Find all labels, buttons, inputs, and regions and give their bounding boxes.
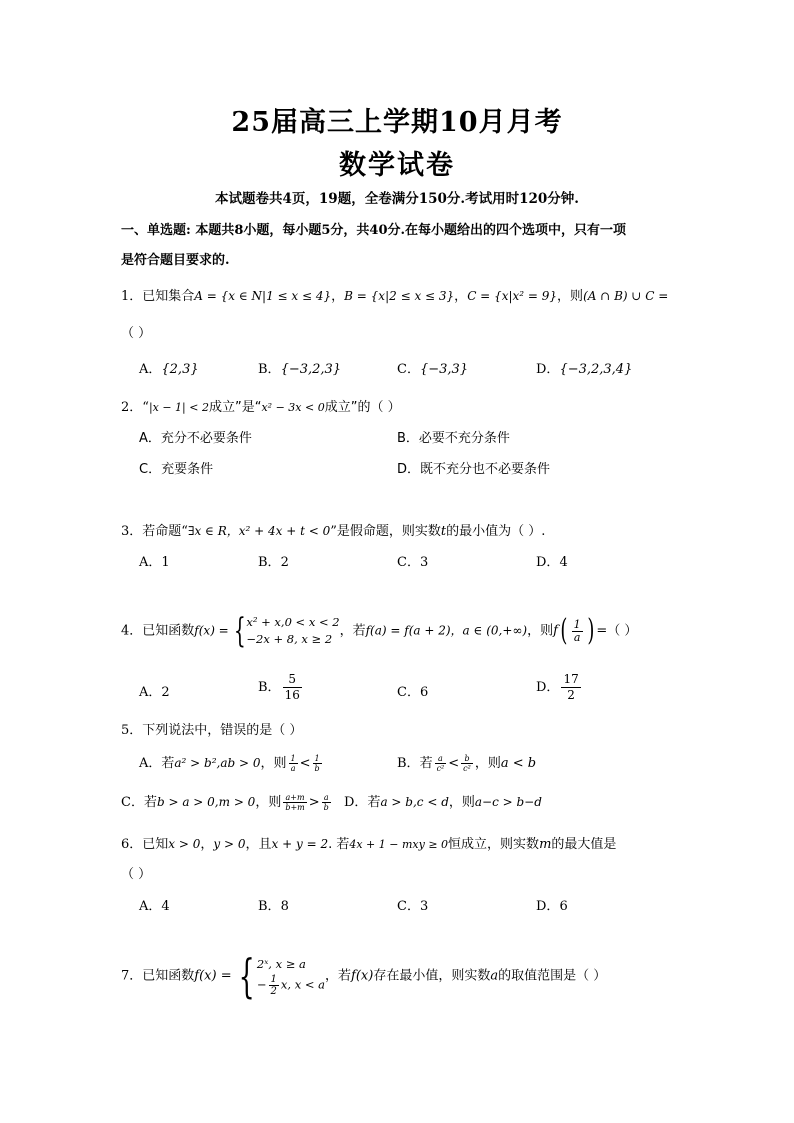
question-number: 7． [121, 968, 143, 984]
option-label: C． [397, 899, 420, 914]
numerator: 1 [573, 617, 581, 631]
case-2: −2x + 8, x ≥ 2 [246, 632, 333, 646]
denominator: c² [436, 764, 445, 773]
numerator: 17 [563, 672, 579, 686]
option-label: A． [139, 362, 162, 377]
option-label: D． [536, 362, 560, 377]
denominator: a [573, 630, 581, 644]
question-7 [121, 949, 607, 1003]
option-text: ，则 [448, 795, 475, 810]
option-text: 6 [419, 685, 429, 700]
option-label: C． [139, 462, 162, 477]
option-b [397, 752, 536, 773]
option-label: D． [536, 899, 560, 914]
numerator: 1 [313, 754, 322, 764]
option-label: A． [139, 431, 161, 446]
option-text: 充要条件 [161, 462, 214, 477]
option-text: 若 [143, 795, 157, 810]
fraction [289, 754, 298, 773]
proposition: ∃x ∈ R，x² + 4x + t < 0 [187, 524, 331, 538]
expression: (A ∩ B) ∪ C = [583, 289, 669, 303]
option-b [258, 895, 289, 914]
option-a [139, 427, 252, 446]
brace-symbol: { [233, 611, 246, 651]
option-c [397, 551, 428, 570]
question-5 [121, 719, 302, 738]
numerator: a [322, 793, 331, 803]
option-d [536, 358, 632, 377]
condition-1: |x − 1| < 2 [148, 401, 209, 414]
function-ref: f(x) [351, 968, 374, 984]
question-text: ，若 [325, 968, 352, 984]
fraction [269, 974, 279, 997]
option-d [536, 672, 583, 703]
denominator: b [314, 764, 320, 773]
question-text: 恒成立，则实数 [448, 837, 540, 852]
option-c [397, 681, 428, 700]
question-number: 6． [121, 837, 143, 852]
set-b: B = {x|2 ≤ x ≤ 3} [344, 289, 455, 303]
option-a [139, 551, 170, 570]
right-paren: ) [586, 613, 594, 648]
option-text: {−3,2,3,4} [559, 362, 633, 377]
piecewise-cases [257, 955, 325, 997]
question-text: 则 [570, 289, 584, 304]
question-text: 存在最小值，则实数 [373, 968, 491, 984]
option-label: D． [397, 462, 421, 477]
option-text: 若 [367, 795, 381, 810]
option-label: B． [397, 756, 420, 771]
condition: f(a) = f(a + 2)，a ∈ (0,+∞) [365, 623, 528, 638]
answer-blank: （ ） [121, 867, 152, 882]
separator: ， [200, 837, 214, 852]
question-number: 3． [121, 524, 143, 539]
fraction [572, 619, 583, 644]
fraction [435, 754, 447, 773]
denominator: b+m [285, 803, 305, 812]
set-c: C = {x|x² = 9} [467, 289, 558, 303]
condition-3: x + y = 2 [271, 837, 329, 851]
function-name: f(x) = [194, 968, 232, 984]
option-a [139, 681, 170, 700]
condition-1: x > 0 [168, 837, 201, 851]
denominator: c² [463, 764, 471, 773]
question-text: =（ ） [596, 623, 638, 639]
denominator: 2 [567, 688, 575, 702]
case-2 [257, 974, 325, 997]
question-text: “ [142, 400, 149, 415]
option-text: 8 [280, 899, 289, 914]
question-text: . 若 [328, 837, 350, 852]
option-a [139, 752, 324, 773]
option-c [139, 458, 213, 477]
case-1: x² + x,0 < x < 2 [246, 615, 340, 629]
question-number: 1． [121, 289, 143, 304]
piecewise-cases [246, 614, 339, 648]
option-text: {2,3} [161, 362, 199, 377]
question-1: 1．已知集合A = {x ∈ N|1 ≤ x ≤ 4}，B = {x|2 ≤ x ≤ 3}，C = {x|x² = 9}，则(A ∩ B) ∪ C = [121, 289, 669, 304]
condition: a > b,c < d [380, 795, 449, 809]
operator: < [299, 756, 311, 771]
option-text: {−3,3} [419, 362, 469, 377]
option-text: 4 [559, 555, 568, 570]
question-text: 已知函数 [142, 968, 195, 984]
question-text: 下列说法中，错误的是（ ） [142, 723, 303, 738]
option-label: D． [536, 555, 560, 570]
numerator: b [461, 754, 473, 764]
numerator: 5 [283, 672, 302, 688]
exam-subject: 数学试卷 [339, 150, 455, 181]
option-text: 3 [419, 899, 429, 914]
option-d [536, 551, 568, 570]
minus-sign: − [256, 977, 267, 992]
option-label: A． [139, 899, 162, 914]
option-text: 1 [161, 555, 170, 570]
answer-blank: （ ） [121, 326, 152, 341]
denominator: b [323, 803, 329, 812]
result: a−c > b−d [474, 795, 542, 809]
question-2 [121, 396, 401, 415]
option-text: 充分不必要条件 [160, 431, 252, 446]
condition: a² > b²,ab > 0 [174, 756, 261, 770]
section-heading-line1: 一、单选题: 本题共8小题，每小题5分，共40分.在每小题给出的四个选项中，只有一项 [121, 223, 627, 238]
variable: t [440, 524, 447, 539]
option-label: A． [139, 555, 162, 570]
option-label: B． [397, 431, 419, 446]
numerator: a+m [283, 793, 306, 803]
question-text: 的最小值为（ ）. [446, 524, 546, 539]
set-a: A = {x ∈ N|1 ≤ x ≤ 4} [194, 289, 332, 303]
option-label: B． [258, 680, 281, 695]
option-label: B． [258, 899, 281, 914]
option-text: 3 [419, 555, 429, 570]
operator: < [448, 756, 460, 771]
numerator: 1 [290, 754, 296, 763]
question-text: 若命题“ [142, 524, 188, 539]
exam-info: 本试题卷共4页，19题，全卷满分150分.考试用时120分钟. [215, 191, 579, 207]
condition: b > a > 0,m > 0 [156, 795, 256, 809]
question-text: 成立”的（ ） [324, 400, 401, 415]
separator: ，且 [245, 837, 272, 852]
option-text: 若 [161, 756, 175, 771]
question-text: 已知 [142, 837, 169, 852]
option-label: B． [258, 555, 281, 570]
question-6 [121, 833, 616, 852]
option-b [397, 427, 510, 446]
question-text: 的取值范围是（ ） [498, 968, 607, 984]
brace-symbol: { [238, 949, 255, 1003]
option-label: C． [397, 362, 420, 377]
numerator: 1 [270, 974, 277, 985]
fraction [313, 754, 322, 773]
denominator: 2 [270, 986, 277, 997]
option-label: A． [139, 756, 162, 771]
question-number: 5． [121, 723, 143, 738]
condition-2: y > 0 [213, 837, 246, 851]
fraction [283, 672, 302, 703]
option-label: D． [344, 795, 368, 810]
option-text: {−3,2,3} [280, 362, 342, 377]
option-a [139, 895, 170, 914]
denominator: 16 [284, 688, 300, 702]
option-label: D． [536, 680, 560, 695]
question-3 [121, 520, 545, 539]
option-b [258, 551, 289, 570]
option-text: 2 [161, 685, 170, 700]
option-c [397, 358, 468, 377]
option-label: A． [139, 685, 162, 700]
fraction [322, 793, 331, 812]
option-d [344, 791, 542, 810]
option-a [139, 358, 199, 377]
case-text: x, x < a [280, 977, 325, 992]
option-b [258, 672, 304, 703]
option-d [397, 458, 550, 477]
option-text: 6 [559, 899, 568, 914]
fraction [283, 793, 306, 812]
option-d [536, 895, 568, 914]
option-label: C． [121, 795, 144, 810]
question-4 [121, 611, 638, 651]
option-text: 2 [280, 555, 289, 570]
fraction [461, 754, 473, 773]
question-text: 已知集合 [142, 289, 195, 304]
question-text: 的最大值是 [551, 837, 617, 852]
case-1: 2ˣ, x ≥ a [256, 957, 306, 971]
numerator: a [435, 754, 447, 764]
option-text: 既不充分也不必要条件 [420, 462, 551, 477]
question-text: 成立”是“ [208, 400, 262, 415]
option-label: B． [258, 362, 281, 377]
option-text: 必要不充分条件 [418, 431, 510, 446]
left-paren: ( [560, 613, 568, 648]
function-name: f(x) = [194, 623, 229, 638]
variable: m [539, 837, 552, 852]
option-label: C． [397, 555, 420, 570]
question-number: 2． [121, 400, 143, 415]
option-text: 若 [419, 756, 433, 771]
question-text: ”是假命题，则实数 [330, 524, 441, 539]
option-text: 4 [161, 899, 170, 914]
option-label: C． [397, 685, 420, 700]
option-c [397, 895, 428, 914]
option-text: ，则 [255, 795, 282, 810]
operator: > [308, 795, 320, 810]
condition-2: x² − 3x < 0 [261, 401, 325, 414]
section-heading-line2: 是符合题目要求的. [121, 253, 230, 268]
question-text: ，则 [527, 623, 554, 639]
exam-title: 25届高三上学期10月月考 [231, 107, 563, 138]
function-symbol: f [553, 623, 558, 639]
option-c [121, 791, 333, 812]
denominator: a [290, 764, 296, 773]
question-number: 4． [121, 623, 143, 639]
option-text: ，则 [260, 756, 287, 771]
question-text: ，若 [339, 623, 366, 639]
option-b [258, 358, 341, 377]
option-text: ，则 [474, 756, 501, 771]
variable: a [490, 968, 499, 984]
question-text: 已知函数 [142, 623, 195, 639]
inequality: 4x + 1 − mxy ≥ 0 [349, 838, 449, 851]
fraction [561, 672, 580, 703]
result: a < b [500, 756, 537, 771]
